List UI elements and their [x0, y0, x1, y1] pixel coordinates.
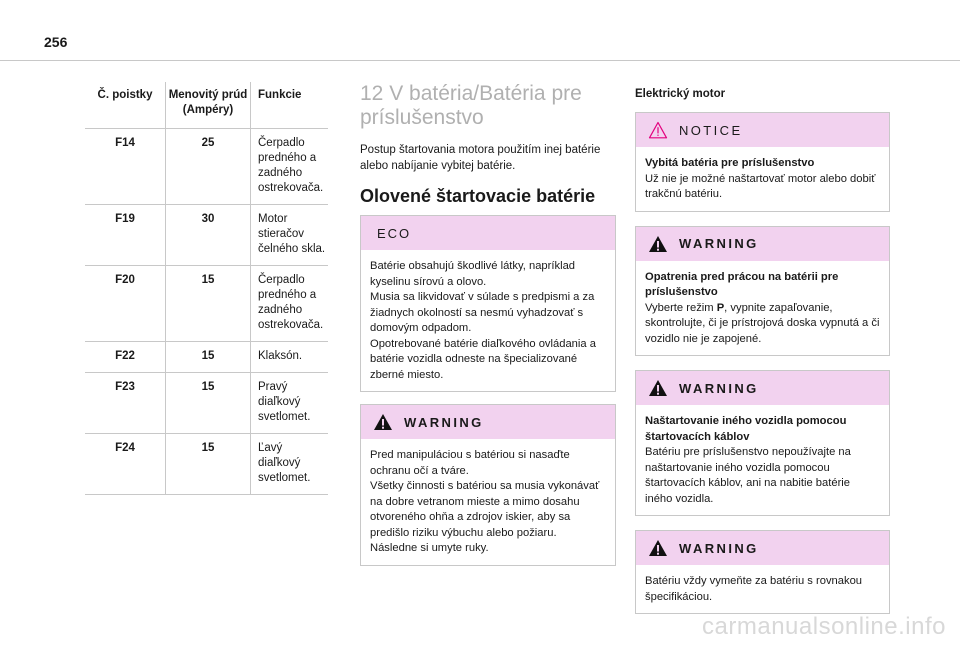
fuse-function: Klaksón. [251, 342, 329, 373]
warning-box [635, 226, 890, 357]
warning-box-header [636, 227, 889, 261]
fuse-function: Motor stieračov čelného skla. [251, 205, 329, 266]
fuse-function: Ľavý diaľkový svetlomet. [251, 434, 329, 495]
warning-label: WARNING [679, 380, 759, 396]
eco-box-text: Batérie obsahujú škodlivé látky, napríklad kyselinu sírovú a olovo. Musia sa likvidovať v súlade s predpismi a za žiadnych okolností sa nesmú vyhadzovať s domovým odpadom. Opotrebované batérie diaľkového ovládania a batérie vozidla odneste na špecializované zberné miesto. [370, 260, 596, 381]
header-function: Funkcie [251, 82, 329, 129]
fuse-current: 15 [166, 434, 251, 495]
top-divider [0, 60, 960, 61]
fuse-number: F24 [85, 434, 166, 495]
notice-box [635, 112, 890, 212]
warning-label: WARNING [679, 236, 759, 251]
table-row [85, 434, 328, 495]
fuse-number: F20 [85, 266, 166, 342]
fuse-current: 25 [166, 129, 251, 205]
warning-box-header [636, 531, 889, 565]
fuse-function: Čerpadlo predného a zadného ostrekovača. [251, 129, 329, 205]
fuse-function: Čerpadlo predného a zadného ostrekovača. [251, 266, 329, 342]
warning-box [635, 370, 890, 516]
table-row [85, 266, 328, 342]
notice-box-body [636, 147, 889, 211]
fuse-current: 15 [166, 373, 251, 434]
header-current: Menovitý prúd (Ampéry) [166, 82, 251, 129]
battery-section [360, 82, 616, 578]
warning-text-part: , vypnite zapaľovanie, skontrolujte, či je prístrojová doska vypnutá a či vozidlo nie je zapojené. [645, 301, 880, 345]
warning-box [635, 530, 890, 614]
warning-box-body [636, 405, 889, 515]
warning-icon [648, 379, 668, 397]
notice-label: NOTICE [679, 122, 743, 138]
header-fuse: Č. poistky [97, 89, 153, 101]
table-row [85, 342, 328, 373]
section-intro: Postup štartovania motora použitím inej batérie alebo nabíjanie vybitej batérie. [360, 144, 601, 172]
warning-icon [648, 235, 668, 253]
warning-text-part: Vyberte režim [645, 301, 717, 314]
fuse-number: F22 [85, 342, 166, 373]
notice-icon [648, 121, 668, 139]
warning-label: WARNING [404, 414, 484, 430]
warning-text: Batériu pre príslušenstvo nepoužívajte na naštartovanie iného vozidla pomocou štartovacích káblov, ani na nabitie batérie iného vozidla. [645, 446, 851, 505]
fuse-current: 15 [166, 266, 251, 342]
fuse-current: 30 [166, 205, 251, 266]
warning-icon [373, 413, 393, 431]
notice-text: Už nie je možné naštartovať motor alebo dobiť trakčnú batériu. [645, 172, 876, 200]
electric-motor-section [635, 82, 890, 626]
eco-box [360, 215, 616, 392]
warning-text [645, 301, 880, 348]
electric-motor-heading: Elektrický motor [635, 88, 726, 100]
subsection-title: Olovené štartovacie batérie [360, 186, 596, 206]
fuse-number: F23 [85, 373, 166, 434]
section-title: 12 V batéria/Batéria pre príslušenstvo [360, 82, 582, 129]
notice-title: Vybitá batéria pre príslušenstvo [645, 157, 815, 169]
warning-box-body [636, 261, 889, 356]
fuse-number: F14 [85, 129, 166, 205]
eco-label: ECO [377, 225, 412, 241]
warning-box-header [636, 371, 889, 405]
fuse-table [85, 82, 328, 495]
warning-icon [648, 539, 668, 557]
warning-label: WARNING [679, 540, 759, 556]
table-row [85, 129, 328, 205]
warning-title: Naštartovanie iného vozidla pomocou štartovacích káblov [645, 415, 847, 443]
fuse-function: Pravý diaľkový svetlomet. [251, 373, 329, 434]
warning-box-text: Pred manipuláciou s batériou si nasaďte ochranu očí a tváre. Všetky činnosti s batériou sa musia vykonávať na dobre vetranom mieste a mimo dosahu otvoreného ohňa a zdrojov iskier, aby sa predišlo riziku výbuchu alebo požiaru. Následne si umyte ruky. [370, 449, 600, 554]
page-number: 256 [44, 34, 68, 50]
eco-box-header [361, 216, 615, 250]
fuse-current: 15 [166, 342, 251, 373]
warning-box-body [636, 565, 889, 613]
table-row [85, 205, 328, 266]
warning-box-header [361, 405, 615, 439]
table-header-row [85, 82, 328, 129]
mode-p-label: P [716, 301, 725, 314]
fuse-number: F19 [85, 205, 166, 266]
warning-title: Opatrenia pred prácou na batérii pre príslušenstvo [645, 270, 839, 298]
watermark-logo: carmanualsonline.info [702, 613, 946, 640]
warning-text: Batériu vždy vymeňte za batériu s rovnakou špecifikáciou. [645, 575, 863, 603]
table-row [85, 373, 328, 434]
warning-box [360, 404, 616, 566]
notice-box-header [636, 113, 889, 147]
